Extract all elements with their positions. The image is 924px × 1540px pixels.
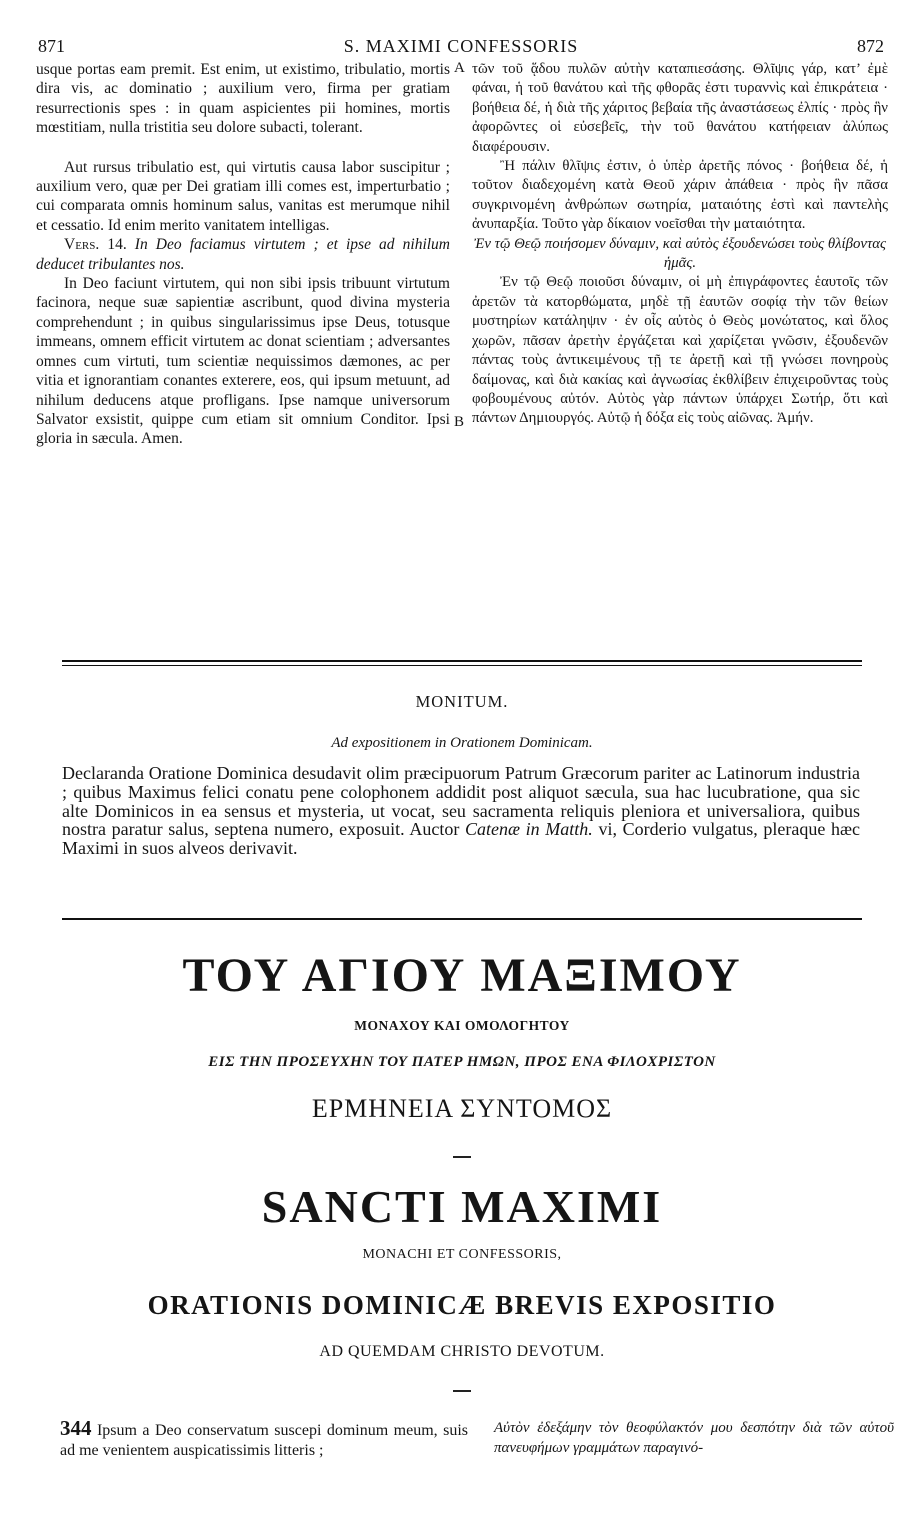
separator-rule [62, 660, 862, 662]
latin-dedication: AD QUEMDAM CHRISTO DEVOTUM. [319, 1343, 605, 1360]
latin-column [36, 60, 450, 449]
separator-rule-thin [62, 665, 862, 666]
greek-work-title: ΕΡΜΗΝΕΙΑ ΣΥΝΤΟΜΟΣ [311, 1094, 613, 1123]
greek-column [472, 60, 888, 429]
running-header [38, 36, 884, 58]
verse-label: Vers. 14. [64, 236, 127, 254]
latin-paragraph-3: In Deo faciunt virtutem, qui non sibi ipsis tribuunt virtutum facinora, neque suæ sapientiæ ascribunt, quod divina mysteria comprehendunt ; in quibus singularissimus ipse Deus, totusque immeans, omnem efficit virtutem ac donat scientiam ; adversantes omnes cum virtuti, tum scientiæ nequissimos dæmones, ac per vitia et ignorantiam conantes exterere, eos, qui ipsum metuunt, ad nihilum deducens atque profligans. Ipse namque universorum Salvator exsistit, quippe cum etiam sit omnium Conditor. Ipsi gloria in sæcula. Amen. [36, 275, 450, 448]
monitum-body [62, 764, 860, 858]
monitum-text-2: vi, Corderio vulgatus, pleraque hæc Maximi in suos alveos derivavit. [62, 819, 861, 859]
title-dash-1 [453, 1156, 471, 1158]
title-dash-2 [453, 1390, 471, 1392]
greek-paragraph-2: Ἢ πάλιν θλῖψις ἐστιν, ὁ ὑπὲρ ἀρετῆς πόνος · βοήθεια δέ, ἡ τοῦτον διαδεχομένη κατὰ Θεοῦ χάριν ἀπάθεια · πρὸς ἣν πᾶσα συγκρινομένη ἀνθρώπων σωτηρία, ματαιότης ἐστὶ καὶ παντελὴς ἀνυπαρξία. Τοῦτο γὰρ δίκαιον νοεῖσθαι τὴν ματαιότητα. [472, 158, 888, 233]
monitum-text-1: Declaranda Oratione Dominica desudavit olim præcipuorum Patrum Græcorum pariter ac Latinorum industria ; quibus Maximus felici conatu pene colophonem addidit post aliquot sæcula, sua hac lucubratione, qua sic alte Dominicos in ea sensus et mysteria, ut vocat, seu sacramenta reliquis pleniora et universaliora, quibus nostra paratur salus, septena numero, exposuit. Auctor [62, 763, 860, 840]
latin-subtitle: MONACHI ET CONFESSORIS, [362, 1247, 562, 1262]
margin-letter-b: B [454, 414, 465, 430]
monitum-subtitle: Ad expositionem in Orationem Dominicam. [331, 735, 593, 751]
greek-paragraph-1: τῶν τοῦ ᾅδου πυλῶν αὐτὴν καταπιεσάσης. Θλῖψις γάρ, κατ’ ἐμὲ φάναι, ἡ τοῦ θανάτου καὶ τῆς φθορᾶς ἐστι τυραννὶς καὶ ἐπικράτεια · βοήθεια δέ, ἡ διὰ τῆς χάριτος βεβαία τῆς ἀναστάσεως ἐλπίς · πρὸς ἣν ἀφορῶντες οἱ εὐσεβεῖς, τὴν τοῦ θανάτου κατήφειαν ἀλύπως διαφέρουσιν. [472, 61, 888, 155]
greek-line: ΕΙΣ ΤΗΝ ΠΡΟΣΕΥΧΗΝ ΤΟΥ ΠΑΤΕΡ ΗΜΩΝ, ΠΡΟΣ ΕΝΑ ΦΙΛΟΧΡΙΣΤΟΝ [208, 1054, 716, 1070]
margin-letter-a: A [454, 60, 465, 76]
monitum-catena: Catenæ in Matth. [464, 819, 593, 840]
title-rule [62, 918, 862, 920]
latin-verse [36, 235, 450, 274]
monitum-title: MONITUM. [415, 692, 509, 711]
greek-verse: Ἐν τῷ Θεῷ ποιήσομεν δύναμιν, καὶ αὐτὸς ἐξουδενώσει τοὺς θλίβοντας ἡμᾶς. [473, 235, 887, 272]
greek-subtitle: ΜΟΝΑΧΟΥ ΚΑΙ ΟΜΟΛΟΓΗΤΟΥ [354, 1018, 570, 1033]
greek-paragraph-3: Ἐν τῷ Θεῷ ποιοῦσι δύναμιν, οἱ μὴ ἐπιγράφοντες ἑαυτοῖς τῶν ἀρετῶν τὰ κατορθώματα, μηδὲ τῇ ἑαυτῶν σοφίᾳ τὴν τῶν θείων μυστηρίων κατάληψιν · ἐν οἷς αὐτὸς ὁ Θεὸς μονώτατος, καὶ ὅλος χωρῶν, πᾶσαν ἀρετὴν ἐργάζεται καὶ χαρίζεται γνῶσιν, ἐξουδενῶν πάντας τοὺς ἀντικειμένους τῇ τε ἀρετῇ καὶ τῇ γνώσει πονηροὺς δαίμονας, καὶ διὰ κακίας καὶ ἀγνωσίας ἐκθλίβειν ἐπιχειροῦντας τοὺς φοβουμένους αὐτόν. Αὐτὸς γὰρ πάντων ὑπάρχει Σωτήρ, ὅτι καὶ πάντων Δημιουργός. Αὐτῷ ἡ δόξα εἰς τοὺς αἰῶνας. Ἀμήν. [472, 274, 888, 427]
page-number-right: 872 [857, 36, 884, 56]
greek-main-title: ΤΟΥ ΑΓΙΟΥ ΜΑΞΙΜΟΥ [182, 949, 742, 1002]
latin-work-title: ORATIONIS DOMINICÆ BREVIS EXPOSITIO [147, 1290, 777, 1320]
bottom-latin-text: Ipsum a Deo conservatum suscepi dominum meum, suis ad me venientem auspicatissimis litteris ; [60, 1422, 469, 1459]
header-title: S. MAXIMI CONFESSORIS [343, 36, 579, 56]
verse-text: In Deo faciamus virtutem ; et ipse ad nihilum deducet tribulantes nos. [36, 236, 450, 273]
latin-paragraph-2: Aut rursus tribulatio est, qui virtutis causa labor suscipitur ; auxilium vero, quæ per Dei gratiam illi comes est, imperturbatio ; cui comparata omnis hominum salus, vanitas est merumque nihil et cessatio. Id enim merito vanitatem intelligas. [36, 158, 450, 234]
bottom-latin [60, 1418, 468, 1461]
bottom-greek: Αὐτὸν ἐδεξάμην τὸν θεοφύλακτόν μου δεσπότην διὰ τῶν αὐτοῦ πανευφήμων γραμμάτων παραγινό- [494, 1420, 894, 1456]
page-number-left: 871 [38, 36, 65, 56]
latin-paragraph-1: usque portas eam premit. Est enim, ut existimo, tribulatio, mortis dira vis, ac dominatio ; auxilium vero, firma per gratiam resurrectionis spes : in quam aspicientes pii homines, mortis mœstitiam, nulla tristitia seu dolore subacti, tolerant. [36, 61, 450, 137]
latin-main-title: SANCTI MAXIMI [261, 1181, 663, 1232]
section-number: 344 [60, 1416, 92, 1440]
